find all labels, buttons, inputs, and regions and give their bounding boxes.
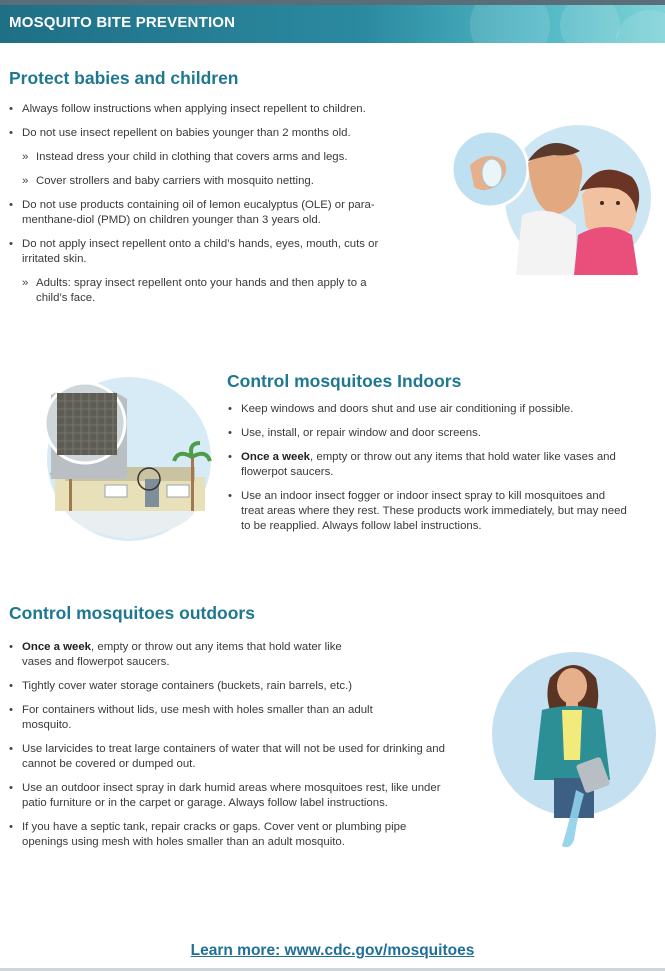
- list-item: • Use larvicides to treat large containers of water that will not be used for drinking and cannot be covered or dumped out.: [8, 742, 458, 772]
- list-item: • For containers without lids, use mesh with holes smaller than an adult mosquito.: [8, 703, 458, 733]
- once-a-week-emphasis: Once a week: [22, 641, 92, 653]
- babies-list: [8, 102, 403, 315]
- learn-more-link[interactable]: Learn more: www.cdc.gov/mosquitoes: [190, 942, 475, 959]
- list-item-text: , empty or throw out any items that hold water like vases and flowerpot saucers.: [241, 451, 616, 478]
- once-a-week-emphasis: Once a week: [241, 451, 311, 463]
- list-item: • If you have a septic tank, repair cracks or gaps. Cover vent or plumbing pipe openings using mesh with holes smaller than an adult mosquito.: [8, 820, 458, 850]
- parent-child-illustration: [450, 125, 660, 275]
- outdoors-list: [8, 640, 458, 859]
- list-subitem: » Adults: spray insect repellent onto your hands and then apply to a child’s face.: [8, 276, 403, 306]
- list-subitem: » Cover strollers and baby carriers with mosquito netting.: [8, 174, 403, 189]
- list-item: • Use, install, or repair window and door screens.: [227, 426, 647, 441]
- list-item: • Always follow instructions when applying insect repellent to children.: [8, 102, 403, 117]
- house-window-illustration: [45, 375, 215, 543]
- section-heading-babies: Protect babies and children: [9, 68, 239, 88]
- footer: [0, 942, 665, 960]
- list-item: • Do not use insect repellent on babies younger than 2 months old.: [8, 126, 403, 141]
- list-item: • Do not use products containing oil of lemon eucalyptus (OLE) or para-menthane-diol (PMD) on children younger than 3 years old.: [8, 198, 403, 228]
- list-item: • Keep windows and doors shut and use air conditioning if possible.: [227, 402, 647, 417]
- banner-title: MOSQUITO BITE PREVENTION: [9, 14, 236, 31]
- list-item-text: , empty or throw out any items that hold water like vases and flowerpot saucers.: [22, 641, 342, 668]
- list-item: • Use an indoor insect fogger or indoor insect spray to kill mosquitoes and treat areas where they rest. These products work immediately, but may need to be reapplied. Always follow label instructions.: [227, 489, 647, 534]
- list-item: • Use an outdoor insect spray in dark humid areas where mosquitoes rest, like under patio furniture or in the carpet or garage. Always follow label instructions.: [8, 781, 458, 811]
- section-heading-outdoors: Control mosquitoes outdoors: [9, 603, 255, 623]
- list-item: • Tightly cover water storage containers (buckets, rain barrels, etc.): [8, 679, 458, 694]
- header-banner: [0, 5, 665, 43]
- list-item: [8, 640, 458, 670]
- indoors-list: [227, 402, 647, 543]
- list-item: [227, 450, 647, 480]
- woman-pouring-water-illustration: [490, 648, 660, 858]
- list-subitem: » Instead dress your child in clothing that covers arms and legs.: [8, 150, 403, 165]
- list-item: • Do not apply insect repellent onto a child’s hands, eyes, mouth, cuts or irritated skin.: [8, 237, 403, 267]
- section-heading-indoors: Control mosquitoes Indoors: [227, 371, 462, 391]
